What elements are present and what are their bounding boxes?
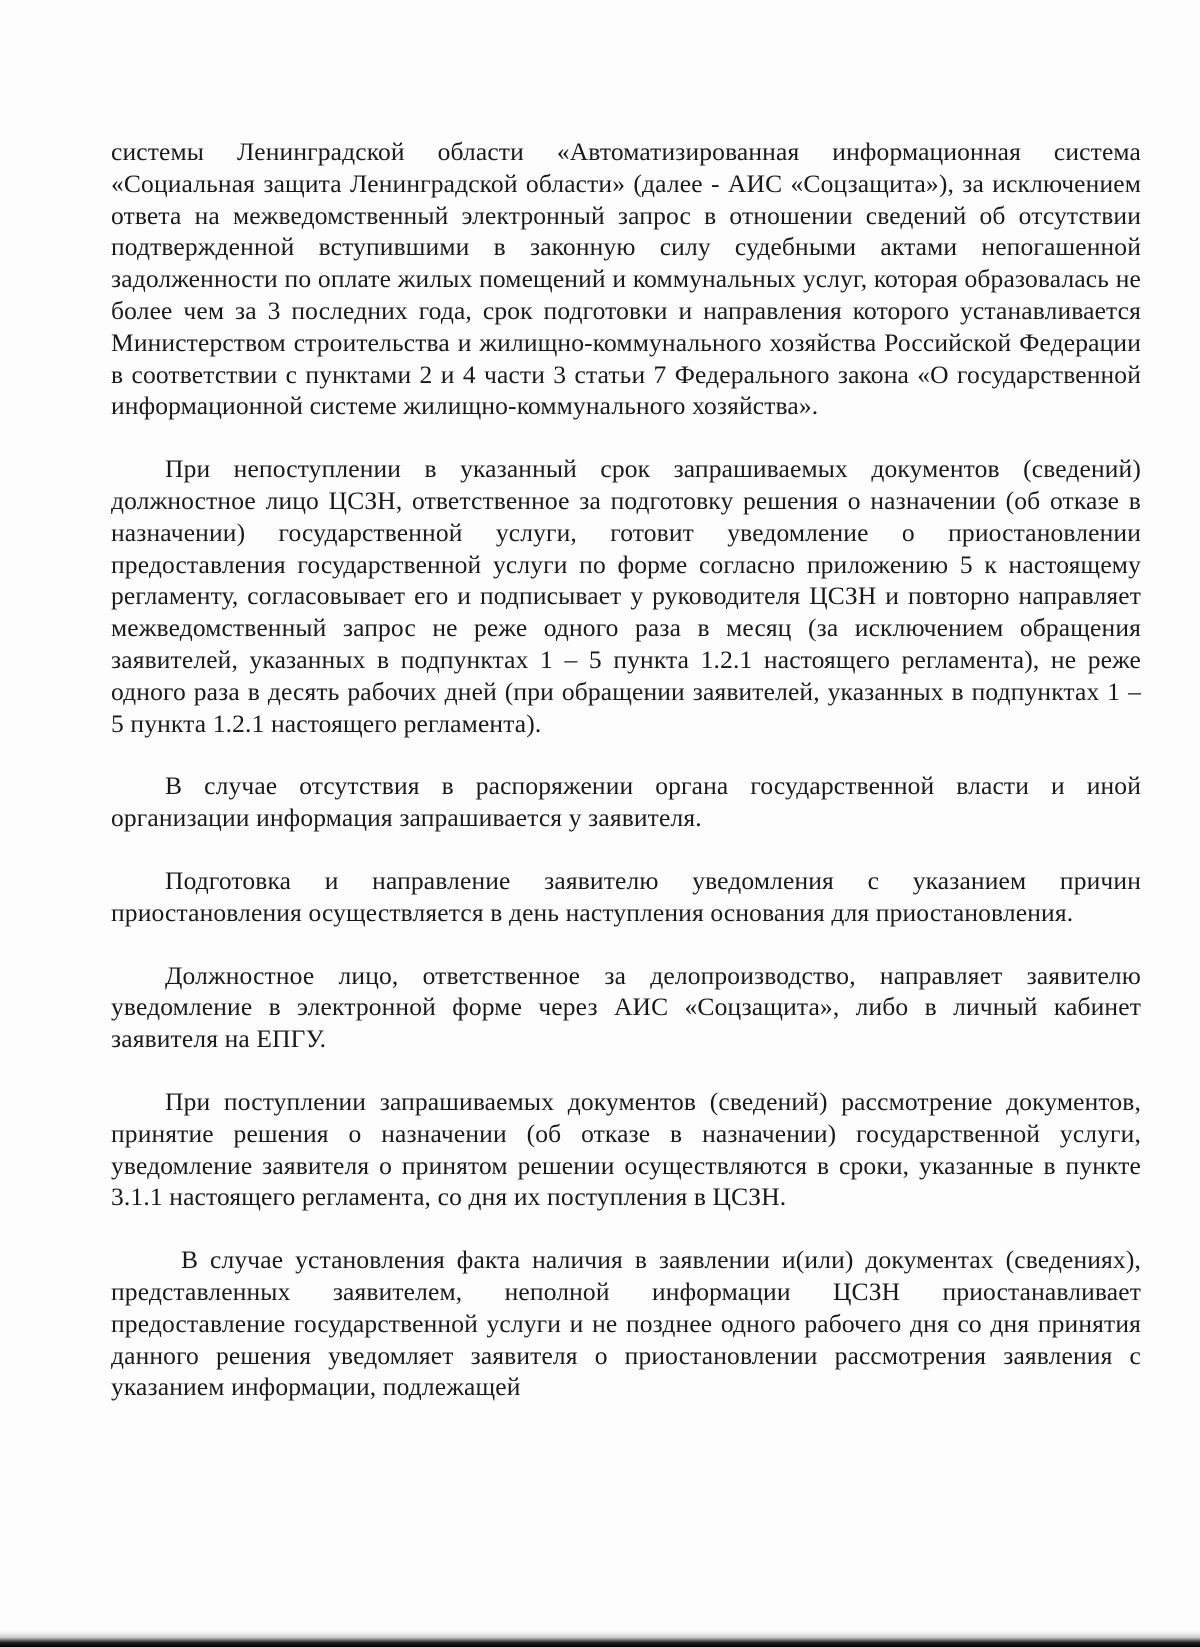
paragraph-official-sends-notice: Должностное лицо, ответственное за делопроизводство, направляет заявителю уведомление в электронной форме через АИС «Соцзащита», либо в личный кабинет заявителя на ЕПГУ. <box>111 960 1141 1054</box>
scan-bottom-edge <box>0 1637 1200 1647</box>
paragraph-continuation: системы Ленинградской области «Автоматизированная информационная система «Социальная защита Ленинградской области» (далее - АИС «Соцзащита»), за исключением ответа на межведомственный электронный запрос в отношении сведений об отсутствии подтвержденной вступившими в законную силу судебными актами непогашенной задолженности по оплате жилых помещений и коммунальных услуг, которая образовалась не более чем за 3 последних года, срок подготовки и направления которого устанавливается Министерством строительства и жилищно-коммунального хозяйства Российской Федерации в соответствии с пунктами 2 и 4 части 3 статьи 7 Федерального закона «О государственной информационной системе жилищно-коммунального хозяйства». <box>111 137 1141 421</box>
paragraph-no-receipt: При непоступлении в указанный срок запрашиваемых документов (сведений) должностное лицо ЦСЗН, ответственное за подготовку решения о назначении (об отказе в назначении) государственной услуги, готовит уведомление о приостановлении предоставления государственной услуги по форме согласно приложению 5 к настоящему регламенту, согласовывает его и подписывает у руководителя ЦСЗН и повторно направляет межведомственный запрос не реже одного раза в месяц (за исключением обращения заявителей, указанных в подпунктах 1 – 5 пункта 1.2.1 настоящего регламента), не реже одного раза в десять рабочих дней (при обращении заявителей, указанных в подпунктах 1 – 5 пункта 1.2.1 настоящего регламента). <box>111 454 1141 738</box>
document-body <box>111 136 1141 1434</box>
paragraph-incomplete-info: В случае установления факта наличия в заявлении и(или) документах (сведениях), представленных заявителем, неполной информации ЦСЗН приостанавливает предоставление государственной услуги и не позднее одного рабочего дня со дня принятия данного решения уведомляет заявителя о приостановлении рассмотрения заявления с указанием информации, подлежащей <box>111 1245 1141 1402</box>
paragraph-notification-preparation: Подготовка и направление заявителю уведомления с указанием причин приостановления осуществляется в день наступления основания для приостановления. <box>111 865 1141 927</box>
paragraph-absence-of-info: В случае отсутствия в распоряжении органа государственной власти и иной организации информация запрашивается у заявителя. <box>111 771 1141 833</box>
paragraph-upon-receipt: При поступлении запрашиваемых документов (сведений) рассмотрение документов, принятие решения о назначении (об отказе в назначении) государственной услуги, уведомление заявителя о принятом решении осуществляются в сроки, указанные в пункте 3.1.1 настоящего регламента, со дня их поступления в ЦСЗН. <box>111 1086 1141 1212</box>
